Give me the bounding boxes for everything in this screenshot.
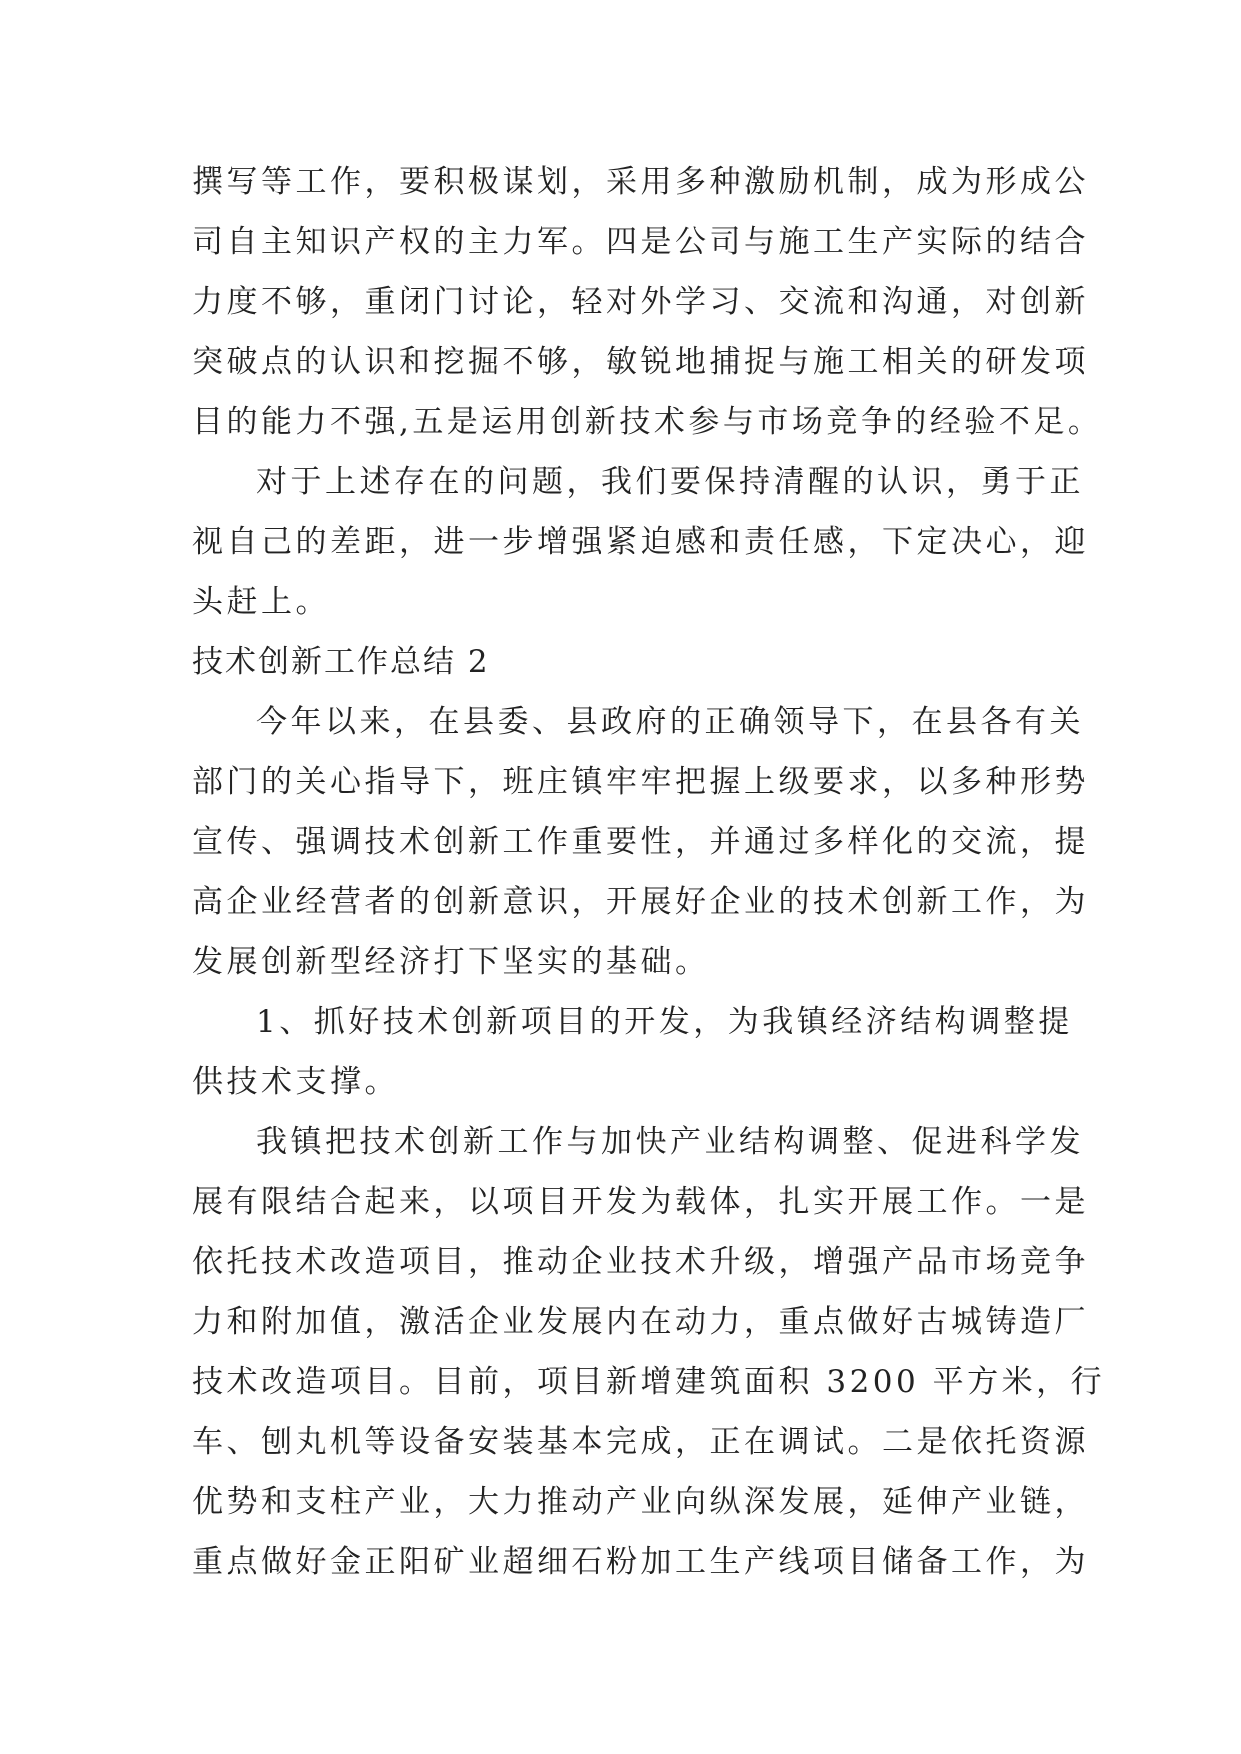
text-line: 依托技术改造项目，推动企业技术升级，增强产品市场竞争 <box>192 1244 1089 1280</box>
text-line: 技术改造项目。目前，项目新增建筑面积 3200 平方米，行 <box>192 1364 1106 1400</box>
text-line: 我镇把技术创新工作与加快产业结构调整、促进科学发 <box>256 1124 1084 1160</box>
text-line: 车、刨丸机等设备安装基本完成，正在调试。二是依托资源 <box>192 1424 1089 1460</box>
text-line: 司自主知识产权的主力军。四是公司与施工生产实际的结合 <box>192 224 1089 260</box>
text-line: 撰写等工作，要积极谋划，采用多种激励机制，成为形成公 <box>192 164 1089 200</box>
text-line: 头赶上。 <box>192 584 330 620</box>
text-line: 展有限结合起来，以项目开发为载体，扎实开展工作。一是 <box>192 1184 1089 1220</box>
text-line: 力度不够，重闭门讨论，轻对外学习、交流和沟通，对创新 <box>192 284 1089 320</box>
text-line: 力和附加值，激活企业发展内在动力，重点做好古城铸造厂 <box>192 1304 1089 1340</box>
document-body <box>192 152 1106 1592</box>
text-line: 1、抓好技术创新项目的开发，为我镇经济结构调整提 <box>256 1004 1073 1040</box>
text-line: 重点做好金正阳矿业超细石粉加工生产线项目储备工作，为 <box>192 1544 1089 1580</box>
text-line: 今年以来，在县委、县政府的正确领导下，在县各有关 <box>256 704 1084 740</box>
text-line: 高企业经营者的创新意识，开展好企业的技术创新工作，为 <box>192 884 1089 920</box>
text-line: 宣传、强调技术创新工作重要性，并通过多样化的交流，提 <box>192 824 1089 860</box>
text-line: 对于上述存在的问题，我们要保持清醒的认识，勇于正 <box>256 464 1084 500</box>
text-line: 发展创新型经济打下坚实的基础。 <box>192 944 710 980</box>
text-line: 供技术支撑。 <box>192 1064 399 1100</box>
text-line: 视自己的差距，进一步增强紧迫感和责任感，下定决心，迎 <box>192 524 1089 560</box>
text-line: 优势和支柱产业，大力推动产业向纵深发展，延伸产业链， <box>192 1484 1089 1520</box>
text-line: 部门的关心指导下，班庄镇牢牢把握上级要求，以多种形势 <box>192 764 1089 800</box>
text-line: 目的能力不强,五是运用创新技术参与市场竞争的经验不足。 <box>192 404 1103 440</box>
text-line: 突破点的认识和挖掘不够，敏锐地捕捉与施工相关的研发项 <box>192 344 1089 380</box>
section-heading: 技术创新工作总结 2 <box>192 644 490 680</box>
